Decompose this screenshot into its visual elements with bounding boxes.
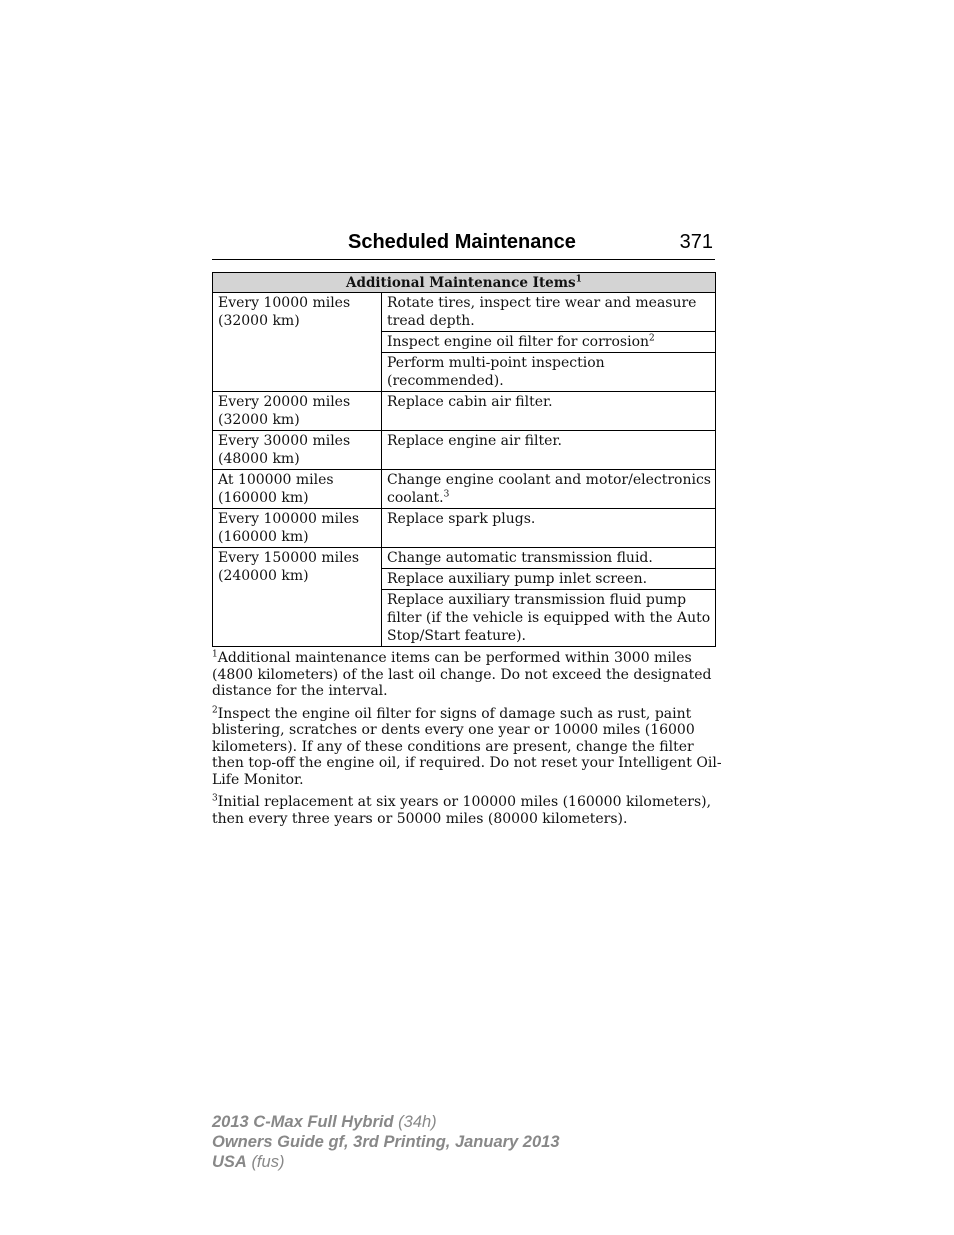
footnote-text: Additional maintenance items can be performed within 3000 miles (4800 kilometers) of the last oil change. Do not exceed the designated distance for the interval. xyxy=(212,650,712,699)
maintenance-item-cell xyxy=(382,332,716,353)
page-header xyxy=(212,229,715,260)
footnote-number: 3 xyxy=(212,793,218,804)
footnote-ref: 2 xyxy=(649,333,655,344)
maintenance-table xyxy=(212,272,716,647)
interval-cell: Every 150000 miles (240000 km) xyxy=(213,548,382,647)
footnote-number: 1 xyxy=(212,649,218,660)
maintenance-item-cell xyxy=(382,569,716,590)
footnote-text: Inspect the engine oil filter for signs of damage such as rust, paint blistering, scratches or dents every one year or 10000 miles (16000 kilometers). If any of these conditions are present, change the filter then top-off the engine oil, if required. Do not reset your Intelligent Oil-Life Monitor. xyxy=(212,705,722,788)
table-row xyxy=(213,293,716,332)
footnote-ref: 3 xyxy=(443,489,450,500)
maintenance-item-text: Replace engine air filter. xyxy=(387,433,562,449)
document-footer xyxy=(212,1112,560,1172)
table-heading-text: Additional Maintenance Items xyxy=(346,274,576,291)
interval-cell: Every 10000 miles (32000 km) xyxy=(213,293,382,392)
maintenance-item-cell xyxy=(382,509,716,548)
maintenance-item-cell xyxy=(382,548,716,569)
table-heading xyxy=(213,273,716,293)
footer-model: 2013 C-Max Full Hybrid xyxy=(212,1113,394,1131)
maintenance-item-cell xyxy=(382,353,716,392)
table-header-row xyxy=(213,273,716,293)
footer-market: USA xyxy=(212,1153,247,1171)
maintenance-item-cell xyxy=(382,293,716,332)
footnote xyxy=(212,650,722,700)
footer-guide: Owners Guide gf, 3rd Printing, January 2013 xyxy=(212,1133,560,1151)
table-heading-footnote-ref: 1 xyxy=(575,274,582,284)
maintenance-item-cell xyxy=(382,431,716,470)
footer-line-market xyxy=(212,1152,560,1172)
maintenance-item-cell xyxy=(382,590,716,647)
footnotes xyxy=(212,650,722,833)
maintenance-item-text: Replace spark plugs. xyxy=(387,511,536,527)
maintenance-item-text: Replace auxiliary transmission fluid pump filter (if the vehicle is equipped with the Auto Stop/Start feature). xyxy=(387,592,711,644)
footer-model-code: (34h) xyxy=(398,1113,437,1131)
maintenance-item-text: Replace cabin air filter. xyxy=(387,394,553,410)
interval-cell: Every 100000 miles (160000 km) xyxy=(213,509,382,548)
footnote xyxy=(212,706,722,789)
maintenance-item-text: Inspect engine oil filter for corrosion xyxy=(387,334,650,350)
interval-cell: Every 30000 miles (48000 km) xyxy=(213,431,382,470)
footnote-number: 2 xyxy=(212,704,218,715)
maintenance-item-text: Change engine coolant and motor/electronics coolant. xyxy=(387,472,711,506)
table-row xyxy=(213,470,716,509)
page-number: 371 xyxy=(679,231,713,253)
footnote-text: Initial replacement at six years or 100000 miles (160000 kilometers), then every three years or 50000 miles (80000 kilometers). xyxy=(212,794,712,827)
maintenance-item-text: Replace auxiliary pump inlet screen. xyxy=(387,571,648,587)
footer-market-code: (fus) xyxy=(251,1153,285,1171)
table-row xyxy=(213,509,716,548)
page-title: Scheduled Maintenance xyxy=(348,231,576,253)
table-row xyxy=(213,431,716,470)
table-body xyxy=(213,293,716,647)
footnote xyxy=(212,794,722,827)
interval-cell: At 100000 miles (160000 km) xyxy=(213,470,382,509)
table-row xyxy=(213,548,716,569)
footer-line-model xyxy=(212,1112,560,1132)
interval-cell: Every 20000 miles (32000 km) xyxy=(213,392,382,431)
footer-line-guide xyxy=(212,1132,560,1152)
maintenance-item-text: Rotate tires, inspect tire wear and measure tread depth. xyxy=(387,295,697,329)
maintenance-item-cell xyxy=(382,470,716,509)
maintenance-item-cell xyxy=(382,392,716,431)
maintenance-item-text: Change automatic transmission fluid. xyxy=(387,550,653,566)
table-row xyxy=(213,392,716,431)
maintenance-item-text: Perform multi-point inspection (recommended). xyxy=(387,355,605,389)
